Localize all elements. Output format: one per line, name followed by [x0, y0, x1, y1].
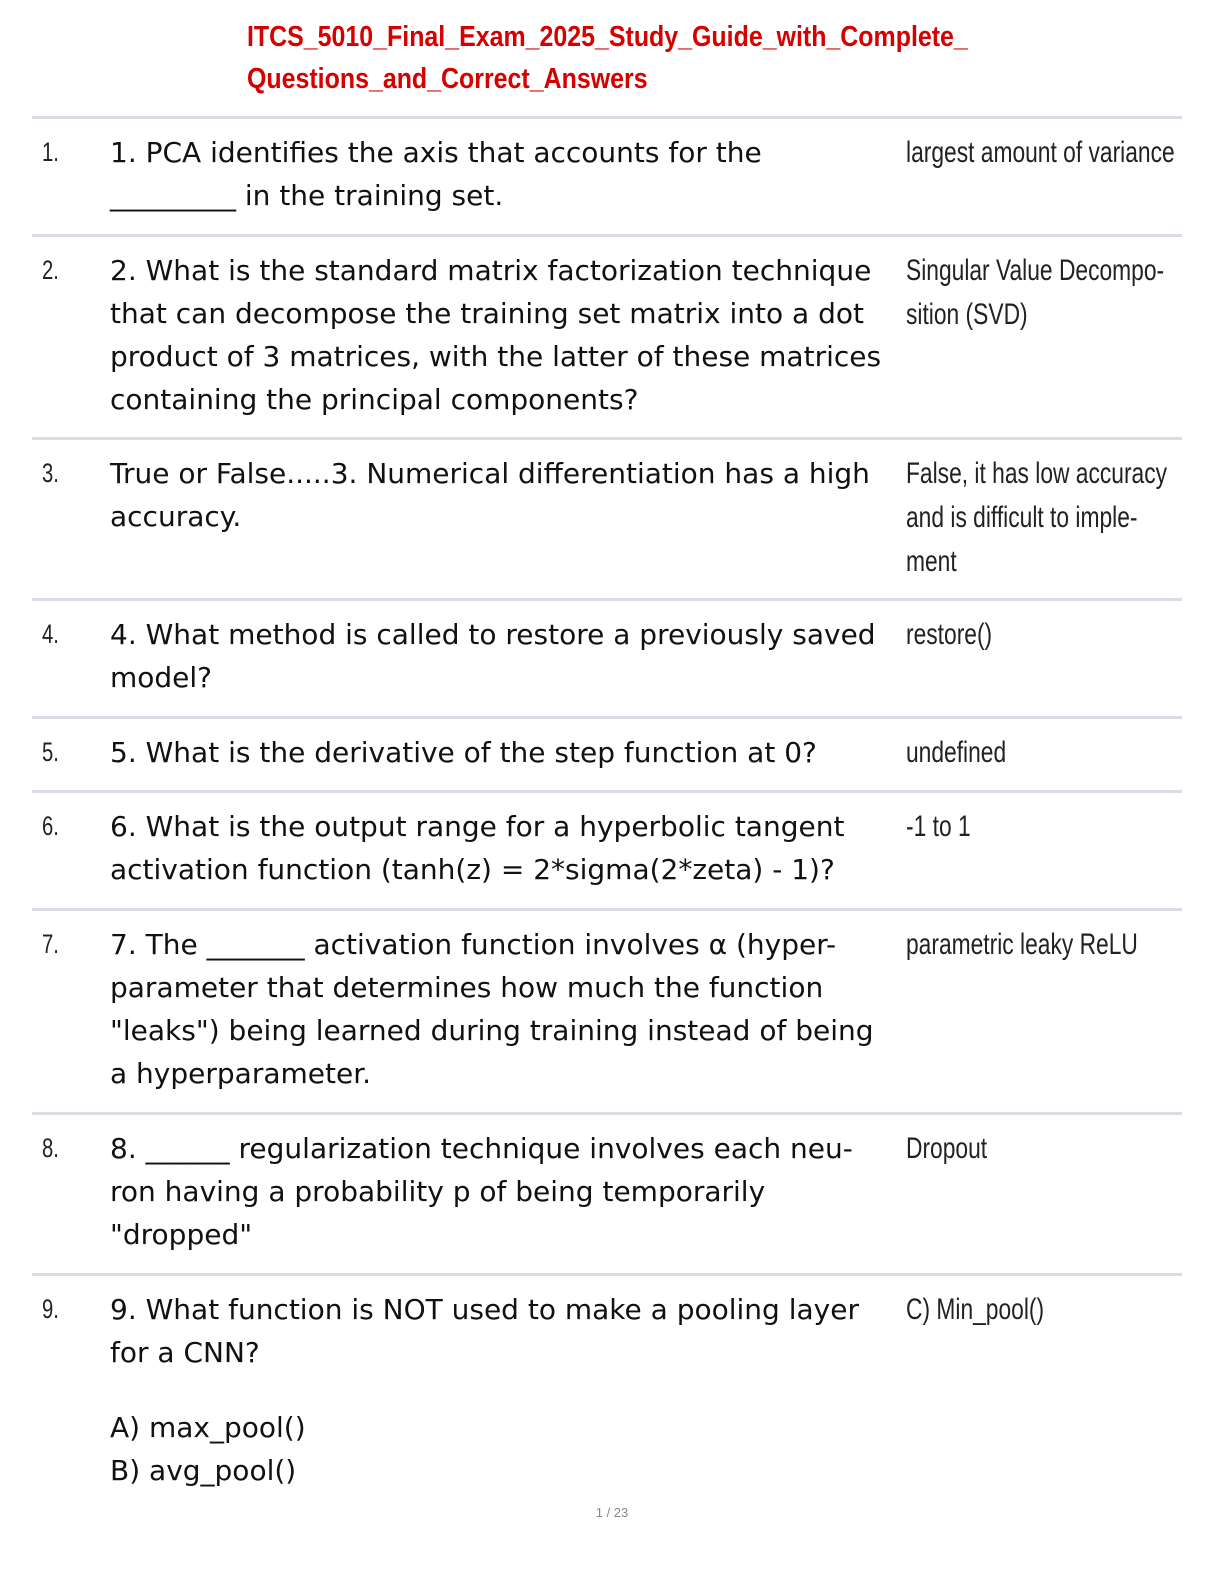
answer-text [906, 452, 1168, 584]
answer-text [906, 1127, 1157, 1171]
question-line: True or False.....3. Numerical differentiation has a high [110, 457, 870, 490]
question-text [110, 731, 902, 774]
question-line: 9. What function is NOT used to make a pooling layer [110, 1293, 859, 1326]
answer-text [906, 613, 1157, 657]
question-text [110, 1288, 902, 1492]
row-number: 5. [42, 737, 59, 767]
question-line: activation function (tanh(z) = 2*sigma(2*zeta) - 1)? [110, 853, 835, 886]
question-text [110, 452, 902, 538]
answer-line: restore() [906, 618, 993, 651]
question-line: "dropped" [110, 1218, 253, 1251]
row-number: 2. [42, 255, 59, 285]
answer-line: Dropout [906, 1132, 988, 1165]
page-indicator: 1 / 23 [595, 1505, 629, 1520]
row-number: 1. [42, 137, 59, 167]
question-line: that can decompose the training set matrix into a dot [110, 297, 864, 330]
answer-line: Singular Value Decompo- [906, 254, 1165, 287]
question-text [110, 131, 902, 217]
question-text [110, 1127, 902, 1256]
answer-text [906, 1288, 1157, 1332]
row-number: 3. [42, 458, 59, 488]
answer-line: ment [906, 545, 957, 578]
answer-line: False, it has low accuracy [906, 457, 1168, 490]
question-text [110, 249, 902, 421]
row-number: 4. [42, 619, 59, 649]
qa-row-6 [32, 790, 1182, 908]
question-text [110, 805, 902, 891]
row-number: 7. [42, 929, 59, 959]
answer-text [906, 731, 1157, 775]
qa-row-2 [32, 234, 1182, 437]
answer-text [906, 249, 1165, 337]
row-number: 6. [42, 811, 59, 841]
answer-line: -1 to 1 [906, 810, 971, 843]
question-text [110, 613, 902, 699]
qa-row-5 [32, 716, 1182, 790]
question-line: a hyperparameter. [110, 1057, 372, 1090]
question-line: "leaks") being learned during training instead of being [110, 1014, 874, 1047]
document-title-line-1: ITCS_5010_Final_Exam_2025_Study_Guide_with_Complete_ [247, 21, 968, 53]
answer-line: and is difficult to imple- [906, 501, 1138, 534]
question-line: accuracy. [110, 500, 242, 533]
question-line: containing the principal components? [110, 383, 639, 416]
question-line: _________ in the training set. [110, 179, 504, 212]
answer-line: parametric leaky ReLU [906, 928, 1138, 961]
qa-row-7 [32, 908, 1182, 1112]
question-line: 1. PCA identifies the axis that accounts for the [110, 136, 762, 169]
question-line: for a CNN? [110, 1336, 260, 1369]
answer-line: sition (SVD) [906, 298, 1028, 331]
document-title [247, 16, 1021, 100]
question-option: A) max_pool() [110, 1411, 306, 1444]
question-line: 4. What method is called to restore a previously saved [110, 618, 876, 651]
qa-row-3 [32, 437, 1182, 598]
qa-table [32, 116, 1182, 1506]
question-line: 6. What is the output range for a hyperbolic tangent [110, 810, 845, 843]
answer-line: largest amount of variance [906, 136, 1175, 169]
row-number: 9. [42, 1294, 59, 1324]
answer-text [906, 805, 1157, 849]
qa-row-4 [32, 598, 1182, 716]
qa-row-9 [32, 1273, 1182, 1506]
answer-line: undefined [906, 736, 1007, 769]
question-line: ron having a probability p of being temporarily [110, 1175, 766, 1208]
question-option: B) avg_pool() [110, 1454, 297, 1487]
question-line: 2. What is the standard matrix factorization technique [110, 254, 872, 287]
question-line: 8. ______ regularization technique involves each neu- [110, 1132, 853, 1165]
answer-text [906, 923, 1157, 967]
question-line: 5. What is the derivative of the step function at 0? [110, 736, 817, 769]
question-text [110, 923, 902, 1095]
row-number: 8. [42, 1133, 59, 1163]
answer-text [906, 131, 1175, 175]
document-title-line-2: Questions_and_Correct_Answers [247, 63, 648, 95]
answer-line: C) Min_pool() [906, 1293, 1045, 1326]
question-line: 7. The _______ activation function involves α (hyper- [110, 928, 837, 961]
question-line: parameter that determines how much the function [110, 971, 824, 1004]
question-line: product of 3 matrices, with the latter of these matrices [110, 340, 882, 373]
question-line: model? [110, 661, 213, 694]
qa-row-1 [32, 116, 1182, 234]
qa-row-8 [32, 1112, 1182, 1273]
